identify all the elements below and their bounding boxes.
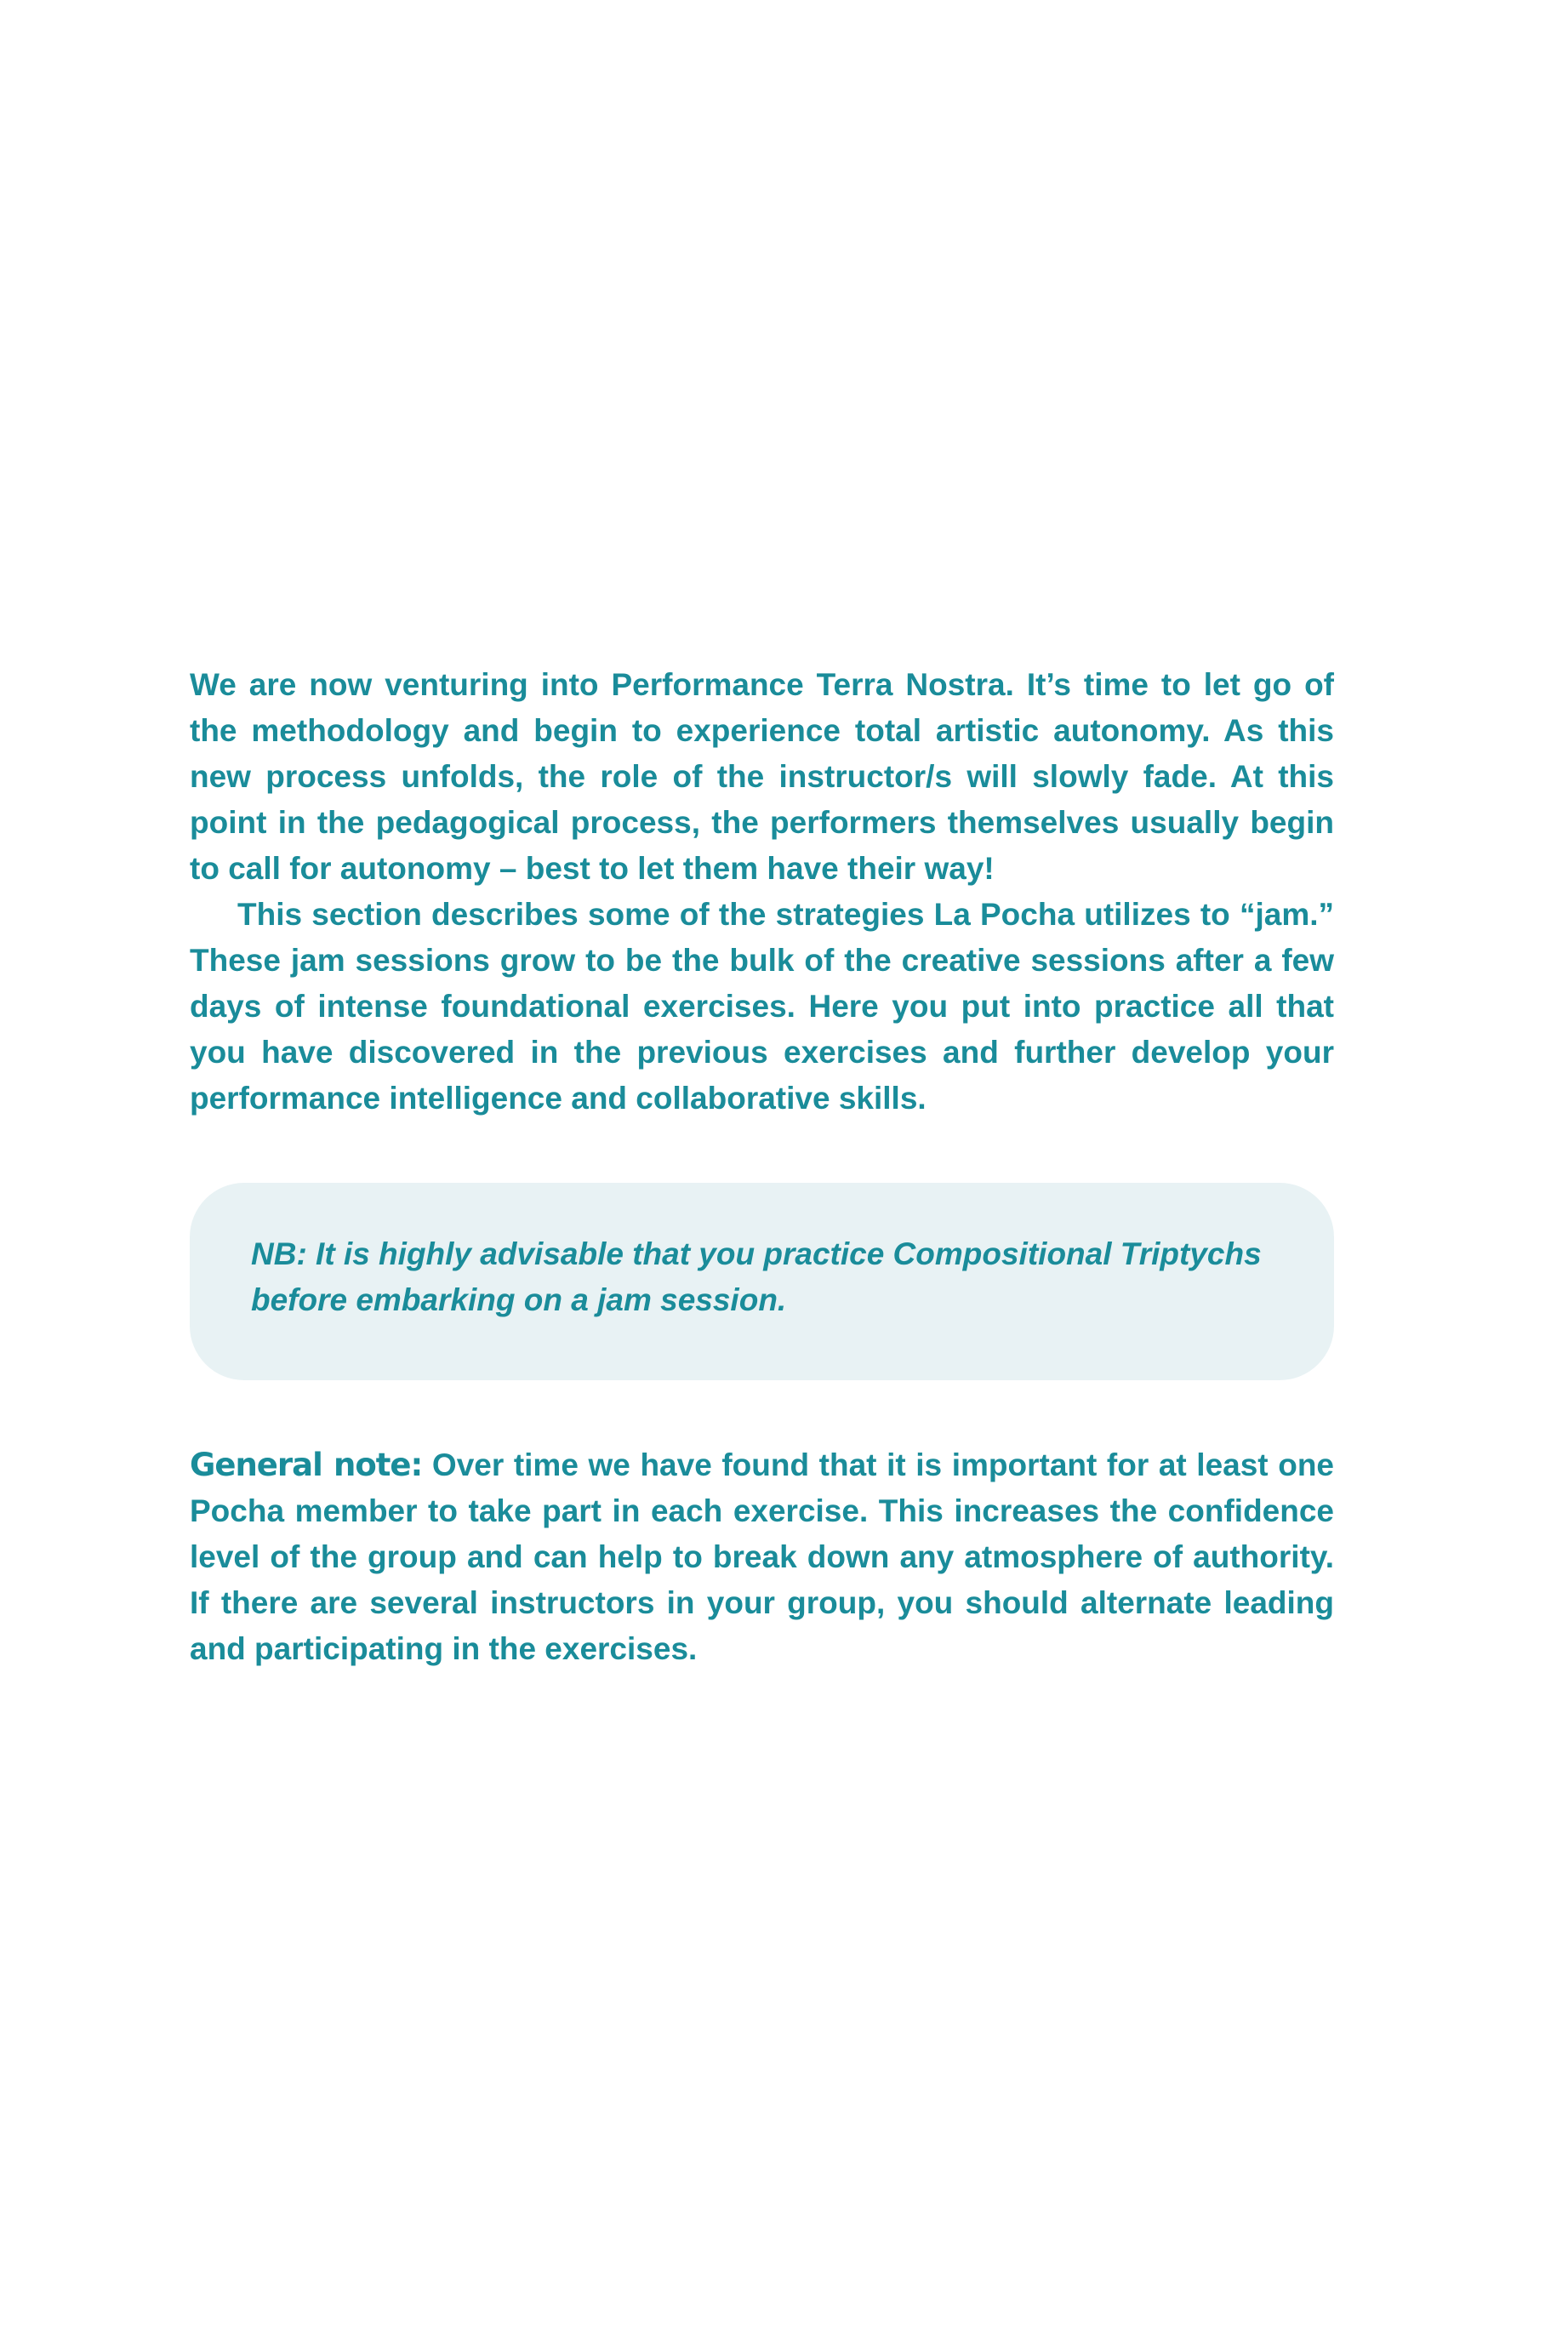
general-note-text: Over time we have found that it is important for at least one Pocha member to take part in each exercise. This increases the confidence level of the group and can help to break down any atmosphere of authority. If there are several instructors in your group, you should alternate leading and participating in the exercises. (190, 1447, 1334, 1666)
intro-paragraph-2: This section describes some of the strategies La Pocha utilizes to “jam.” These jam sessions grow to be the bulk of the creative sessions after a few days of intense foundational exercises. Here you put into practice all that you have discovered in the previous exercises and further develop your performance intelligence and collaborative skills. (190, 897, 1334, 1116)
nb-callout-text: NB: It is highly advisable that you practice Compositional Triptychs before embarking on a jam session. (251, 1236, 1262, 1317)
nb-callout-box (190, 1183, 1334, 1380)
general-note-label: General note: (190, 1447, 423, 1483)
intro-paragraph-1: We are now venturing into Performance Terra Nostra. It’s time to let go of the methodology and begin to experience total artistic autonomy. As this new process unfolds, the role of the instructor/s will slowly fade. At this point in the pedagogical process, the performers themselves usually begin to call for autonomy – best to let them have their way! (190, 667, 1334, 886)
general-note-paragraph (190, 1442, 1334, 1672)
intro-section (190, 662, 1334, 1122)
